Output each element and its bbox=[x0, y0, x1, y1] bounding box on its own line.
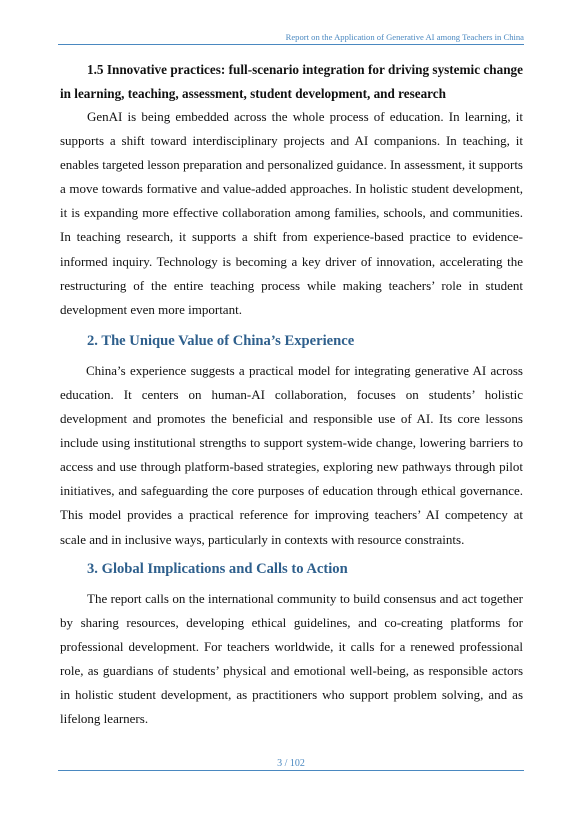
section-2-paragraph: China’s experience suggests a practical model for integrating generative AI across education. It centers on human-AI collaboration, focuses on students’ holistic development and promotes the beneficial and responsible use of AI. Its core lessons include using institutional strengths to support system-wide change, lowering barriers to access and use through platform-based strategies, exploring new pathways through pilot initiatives, and safeguarding the core purposes of education through ethical governance. This model provides a practical reference for improving teachers’ AI competency at scale and in inclusive ways, particularly in contexts with resource constraints. bbox=[60, 362, 523, 547]
section-2-heading: 2. The Unique Value of China’s Experience bbox=[87, 332, 355, 349]
section-1-5-heading: 1.5 Innovative practices: full-scenario integration for driving systemic change in learning, teaching, assessment, student development, and research bbox=[60, 62, 523, 101]
running-header-title: Report on the Application of Generative AI among Teachers in China bbox=[285, 32, 524, 42]
section-3-paragraph: The report calls on the international community to build consensus and act together by sharing resources, developing ethical guidelines, and co-creating platforms for professional development. For teachers worldwide, it calls for a renewed professional role, as guardians of students’ physical and emotional well-being, as responsible actors in holistic student development, as practitioners who support problem solving, and as lifelong learners. bbox=[60, 590, 523, 727]
page-number: 3 / 102 bbox=[277, 758, 305, 769]
running-header bbox=[58, 30, 524, 45]
footer-divider bbox=[58, 770, 524, 771]
section-3-heading: 3. Global Implications and Calls to Action bbox=[87, 560, 348, 577]
section-1-5-paragraph: GenAI is being embedded across the whole process of education. In learning, it supports a shift toward interdisciplinary projects and AI companions. In teaching, it enables targeted lesson preparation and personalized guidance. In assessment, it supports a move towards formative and value-added approaches. In holistic student development, it is expanding more effective collaboration among families, schools, and communities. In teaching research, it supports a shift from experience-based practice to evidence-informed inquiry. Technology is becoming a key driver of innovation, accelerating the restructuring of the entire teaching process while making teachers’ role in student development even more important. bbox=[60, 109, 523, 317]
page-body bbox=[60, 58, 523, 731]
